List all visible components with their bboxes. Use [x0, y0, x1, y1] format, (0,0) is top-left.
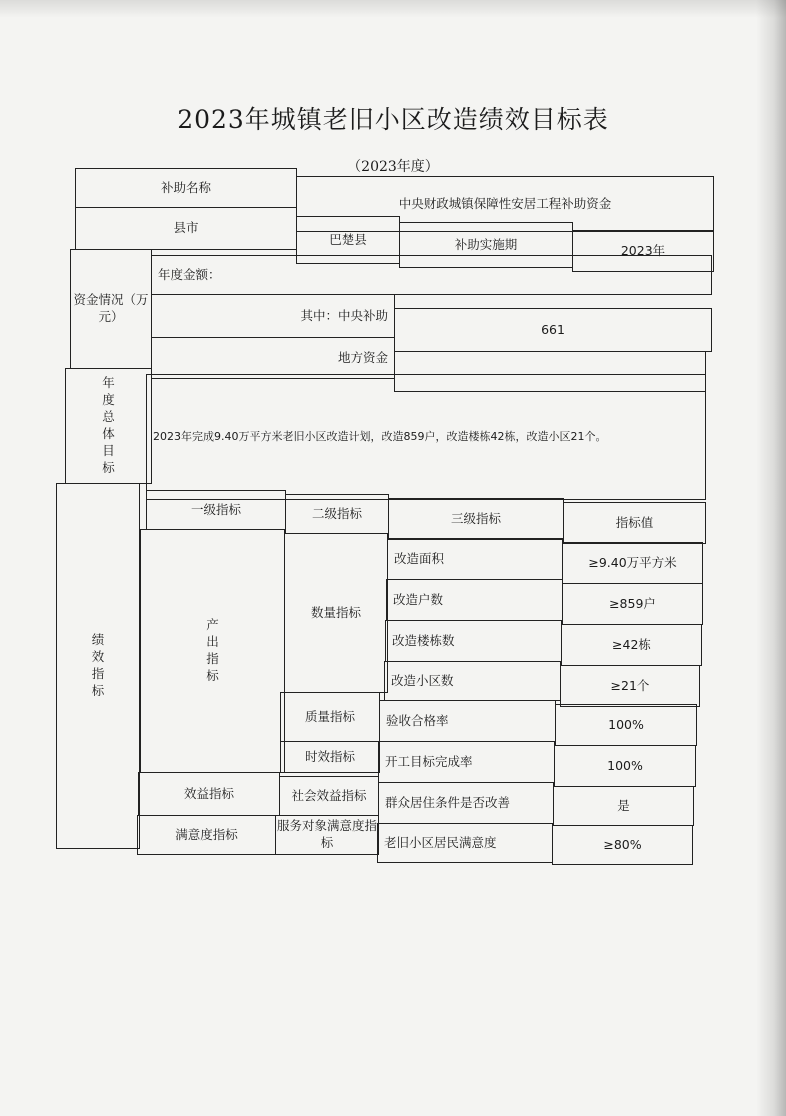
- quality-indicators-label: 质量指标: [280, 692, 380, 742]
- indicator-value: 100%: [555, 704, 697, 746]
- subsidy-name-label: 补助名称: [75, 168, 297, 208]
- indicator-row: 老旧小区居民满意度: [377, 823, 553, 863]
- indicator-row: 改造楼栋数: [385, 620, 562, 662]
- indicator-row: 改造户数: [386, 579, 563, 621]
- annual-amount-label: 年度金额：: [151, 255, 712, 295]
- indicator-value: ≥21个: [560, 665, 700, 707]
- benefit-indicators-label: 效益指标: [138, 772, 280, 816]
- indicator-row: 改造小区数: [384, 661, 561, 701]
- timeliness-indicators-label: 时效指标: [280, 741, 380, 773]
- header-level3: 三级指标: [388, 498, 564, 540]
- indicator-row: 群众居住条件是否改善: [378, 782, 554, 824]
- header-level2: 二级指标: [285, 494, 389, 534]
- funds-label: 资金情况（万元）: [70, 249, 152, 369]
- local-funds-label: 地方资金: [151, 337, 395, 379]
- satisfaction-indicators-label: 满意度指标: [137, 815, 276, 855]
- indicator-value: 是: [553, 786, 694, 826]
- indicator-value: ≥859户: [562, 583, 703, 625]
- central-subsidy-label: 其中：中央补助: [151, 294, 395, 338]
- indicator-row: 验收合格率: [379, 700, 556, 742]
- document-title: 2023年城镇老旧小区改造绩效目标表: [177, 105, 609, 134]
- period-label: 补助实施期: [399, 222, 573, 268]
- annual-goal-text: 2023年完成9.40万平方米老旧小区改造计划，改造859户，改造楼栋42栋，改造小区21个。: [146, 374, 706, 500]
- service-satisfaction-label: 服务对象满意度指标: [275, 815, 379, 855]
- subsidy-name-value: 中央财政城镇保障性安居工程补助资金: [296, 176, 714, 232]
- indicator-row: 改造面积: [387, 538, 563, 580]
- document-subtitle: （2023年度）: [347, 159, 439, 175]
- output-indicators-label: 产 出 指 标: [140, 529, 285, 773]
- quantity-indicators-label: 数量指标: [284, 533, 388, 693]
- indicator-value: ≥9.40万平方米: [562, 542, 703, 584]
- county-label: 县市: [75, 207, 297, 250]
- annual-goal-label: 年 度 总 体 目 标: [65, 368, 152, 484]
- indicator-value: ≥42栋: [561, 624, 702, 666]
- county-value: 巴楚县: [296, 216, 400, 264]
- scan-top-shadow: [0, 0, 786, 18]
- indicator-value: 100%: [554, 745, 696, 787]
- header-level1: 一级指标: [146, 490, 286, 530]
- indicator-row: 开工目标完成率: [378, 741, 555, 783]
- header-value: 指标值: [563, 502, 706, 544]
- performance-indicators-label: 绩 效 指 标: [56, 483, 140, 849]
- period-value: 2023年: [572, 230, 714, 272]
- indicator-value: ≥80%: [552, 825, 693, 865]
- social-benefit-label: 社会效益指标: [279, 776, 379, 816]
- central-subsidy-value: 661: [394, 308, 712, 352]
